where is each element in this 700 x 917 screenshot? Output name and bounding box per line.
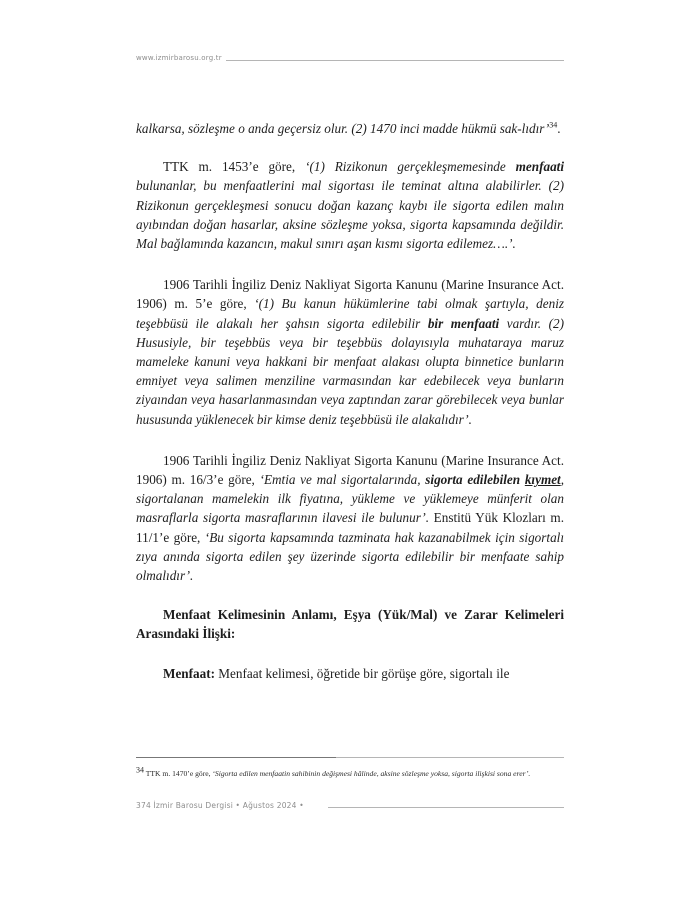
paragraph-mia-16	[136, 451, 564, 585]
plain-text: Enstitü Yük Klozları m. 11/1’e göre,	[136, 510, 564, 545]
plain-text: 1906 Tarihli İngiliz Deniz Nakliyat Sigorta Kanunu (Marine Insurance Act. 1906) m. 5’e göre,	[136, 277, 564, 312]
quote-text: kalkarsa, sözleşme o anda geçersiz olur. (2) 1470 inci madde hükmü sak-lıdır’	[136, 121, 550, 136]
footer-text: 374 İzmir Barosu Dergisi • Ağustos 2024 •	[136, 801, 304, 810]
footer-rule	[328, 807, 564, 808]
page-footer	[136, 801, 564, 815]
footnote-ref[interactable]: 34	[549, 120, 558, 130]
paragraph-mia-5	[136, 275, 564, 429]
emphasis-term: sigorta edilebilen	[425, 472, 521, 488]
quote-text: bulunanlar, bu menfaatlerini mal sigortası ile teminat altına alabilirler. (2) Rizikonun gerçekleşmesi sonucu doğan kazanç kaybı ile sigorta edilen malın ayıbından doğan hasarlar, aksine sözleşme yoksa, sigorta kapsamında değildir. Mal bağlamında kazancın, makul sınırı aşan kısmı sigorta edilemez….’.	[136, 178, 564, 252]
page-header	[136, 54, 564, 68]
plain-text: Menfaat kelimesi, öğretide bir görüşe göre, sigortalı ile	[215, 665, 510, 681]
quote-text: ‘Bu sigorta kapsamında tazminata hak kazanabilmek için sigortalı zıya anında sigorta edilen şey üzerinde sigorta edilebilir bir menfaate sahip olmalıdır’.	[136, 529, 564, 584]
quote-text: ‘Emtia ve mal sigortalarında,	[259, 472, 426, 488]
footnote-rule-tail	[336, 757, 564, 758]
header-rule	[226, 60, 564, 61]
body-text	[136, 119, 564, 683]
paragraph-menfaat	[136, 664, 564, 683]
paragraph-ttk-1453	[136, 157, 564, 253]
emphasis-term: menfaati	[515, 159, 565, 175]
footnote-number: 34	[136, 765, 144, 775]
emphasis-term-underlined: kıymet	[524, 472, 561, 488]
emphasis-term: bir menfaati	[427, 315, 500, 331]
plain-text: 1906 Tarihli İngiliz Deniz Nakliyat Sigorta Kanunu (Marine Insurance Act. 1906) m. 16/3’e göre,	[136, 452, 564, 488]
punctuation: .	[557, 121, 561, 136]
quote-text: vardır. (2) Hususiyle, bir teşebbüs veya bir teşebbüs dolayısıyla muhataraya maruz mameleke kanuni veya hakkani bir menfaat alakası olupta binnetice bunların emniyet veya salimen menziline varmasından kar edebilecek veya bunların ziyaından veya hasarlanmasından veya zaptından zarar görebilecek veya bunlar hususunda yüklenecek bir kimse deniz teşebbüsü ile alakalıdır’.	[136, 315, 564, 427]
footnote-quote: ‘Sigorta edilen menfaatin sahibinin değişmesi hâlinde, aksine sözleşme yoksa, sigorta ilişkisi sona erer’.	[212, 769, 531, 778]
term-label: Menfaat:	[163, 665, 215, 681]
quote-text: ‘(1) Rizikonun gerçekleşmemesinde	[305, 159, 516, 175]
header-url: www.izmirbarosu.org.tr	[136, 54, 222, 62]
plain-text: TTK m. 1453’e göre,	[163, 159, 306, 175]
paragraph-continuation	[136, 119, 564, 138]
section-heading: Menfaat Kelimesinin Anlamı, Eşya (Yük/Mal) ve Zarar Kelimeleri Arasındaki İlişki:	[136, 607, 564, 642]
footnote-rule	[136, 757, 336, 758]
footnote	[136, 765, 564, 779]
footnote-text: TTK m. 1470’e göre,	[144, 769, 213, 778]
quote-text: , sigortalanan mamelekin ilk fiyatına, yükleme ve yüklemeye münferit olan masraflarla sigorta masraflarının ilavesi ile bulunur’.	[136, 472, 565, 526]
quote-text: ‘(1) Bu kanun hükümlerine tabi olmak şartıyla, deniz teşebbüsü ile alakalı her şahsın sigorta edilebilir	[136, 296, 564, 331]
